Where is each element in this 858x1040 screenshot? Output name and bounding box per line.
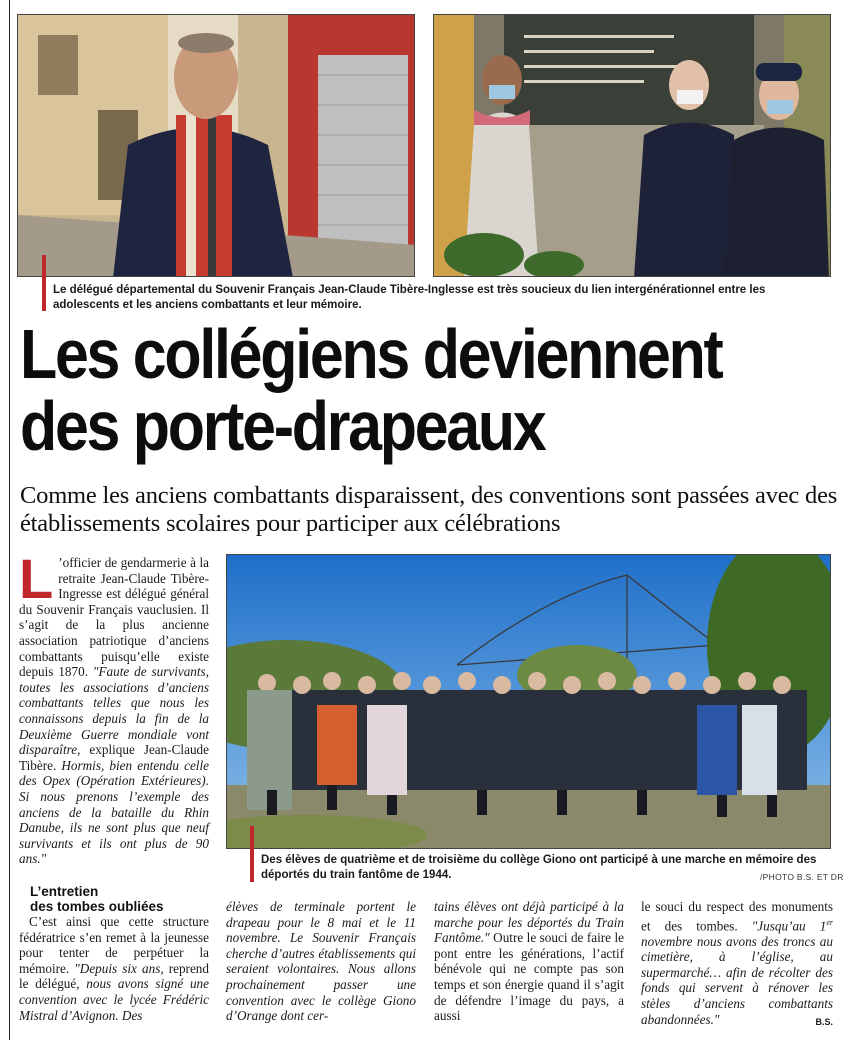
quote-6a: "Jusqu’au 1 (737, 917, 827, 933)
photo-teens-memorial (433, 14, 831, 277)
quote-2: Hormis, bien entendu celle des Opex (Opération Extérieures). Si nous prenons l’exemple des anciens de la bataille du Rhin Danube, ils ne sont plus que neuf survivants et ils ont plus de 90 ans." (19, 757, 209, 867)
subhead-line-1: L’entretien (30, 884, 99, 899)
article-column-3 (434, 899, 624, 1024)
headline (20, 315, 742, 465)
author-signature: B.S. (815, 1016, 833, 1027)
quote-6b: novembre nous avons des troncs au cimetière, à l’église, au supermarché… afin de récolter des fonds qui servent à rénover les stèles d’anciens combattants abandonnées." (641, 933, 833, 1027)
article-column-1b (19, 914, 209, 1023)
paragraph-3: Outre le souci de faire le pont entre les générations, l’actif bénévole qui ne compte pas son temps et son énergie quand il s’agit de défendre l’image du pays, a aussi (434, 930, 624, 1024)
quote-4: nous avons signé une convention avec le lycée Frédéric Mistral d’Avignon. Des (19, 976, 209, 1023)
deck: Comme les anciens combattants disparaissent, des conventions sont passées avec des établissements scolaires pour participer aux célébrations (20, 482, 838, 537)
article-column-1 (19, 547, 209, 867)
headline-line-1: Les collégiens deviennent (20, 315, 722, 393)
photo-group-caption: Des élèves de quatrième et de troisième du collège Giono ont participé à une marche en mémoire des déportés du train fantôme de 1944. (261, 854, 817, 881)
column-rule (9, 0, 10, 1040)
headline-line-2: des porte-drapeaux (20, 387, 545, 465)
superscript-er: er (826, 917, 833, 927)
article-column-2: élèves de terminale portent le drapeau pour le 8 mai et le 11 novembre. Le Souvenir Français cherche d’autres établissements qui seraient volontaires. Nous allons prochainement passer une convention avec le collège Giono d’Orange dont cer- (226, 899, 416, 1024)
photo-top-caption: Le délégué départemental du Souvenir Français Jean-Claude Tibère-Inglesse est très soucieux du lien intergénérationnel entre les adolescents et les anciens combattants et leur mémoire. (53, 284, 766, 311)
caption-accent-group (250, 826, 254, 882)
photo-group-students (226, 554, 831, 849)
subhead (30, 884, 164, 914)
quote-3: "Depuis six ans, (69, 960, 164, 976)
attribution-2: reprend le délégué, (19, 960, 209, 992)
photo-delegate (17, 14, 415, 277)
quote-5: tains élèves ont déjà participé à la marche pour les déportés du Train Fantôme." (434, 899, 624, 946)
article-column-4 (641, 899, 833, 1030)
subhead-line-2: des tombes oubliées (30, 899, 164, 914)
quote-1: "Faute de survivants, toutes les associations d’anciens combattants telles que nous les connaissons depuis la fin de la Deuxième Guerre mondiale vont disparaître, (19, 664, 209, 758)
paragraph-4: le souci du respect des monuments et des tombes. (641, 899, 833, 933)
paragraph-2: C’est ainsi que cette structure fédératrice s’en remet à la jeunesse pour tenter de perpétuer la mémoire. (19, 914, 209, 976)
caption-accent-top (42, 255, 46, 311)
photo-credit: /PHOTO B.S. ET DR (760, 872, 844, 882)
dropcap: L (19, 547, 54, 610)
attribution-1: explique Jean-Claude Tibère. (19, 742, 209, 773)
paragraph-1: ’officier de gendarmerie à la retraite Jean-Claude Tibère-Ingresse est délégué général du Souvenir Français vauclusien. Il s’agit de la plus ancienne association patriotique d’anciens combattants puisqu’elle existe depuis 1870. (19, 555, 209, 680)
